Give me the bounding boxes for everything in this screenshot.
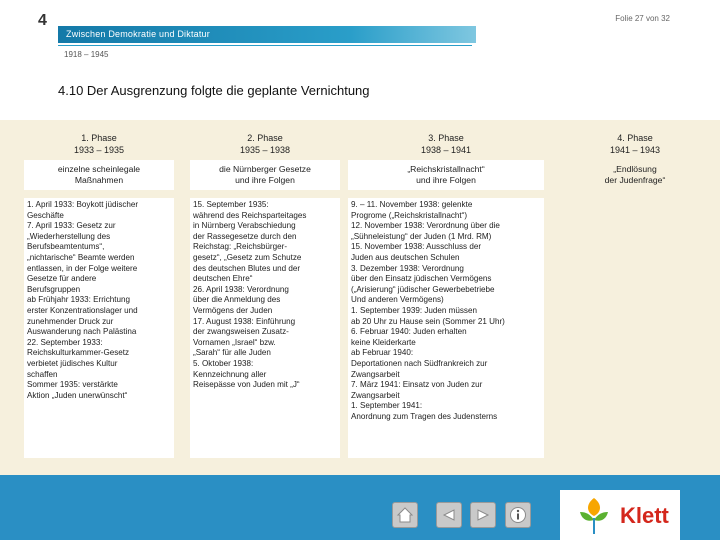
detail-line: ab Frühjahr 1933: Errichtung	[27, 295, 131, 305]
phase-column-3	[348, 120, 544, 475]
detail-line: über die Anmeldung des	[193, 295, 281, 305]
detail-line: Anordnung zum Tragen des Judensterns	[351, 411, 498, 421]
phase-table	[0, 120, 720, 475]
detail-line: Sommer 1935: verstärkte	[27, 380, 118, 390]
phase-details	[348, 198, 544, 458]
subtitle-line: „Endlösung	[613, 164, 657, 174]
detail-line: der Rassegesetze durch den	[193, 231, 297, 241]
detail-line: 7. März 1941: Einsatz von Juden zur	[351, 380, 483, 390]
phase-column-1	[24, 120, 174, 475]
detail-line: Reisepässe von Juden mit „J“	[193, 380, 300, 390]
brand-name: Klett	[620, 503, 669, 528]
detail-line: zunehmender Druck zur	[27, 316, 114, 326]
detail-line: 6. Februar 1940: Juden erhalten	[351, 327, 467, 337]
detail-line: 1. September 1939: Juden müssen	[351, 305, 477, 315]
detail-line: Vornamen „Israel“ bzw.	[193, 337, 276, 347]
phase-years: 1941 – 1943	[609, 145, 661, 155]
phase-subtitle	[348, 160, 544, 190]
detail-line: Zwangsarbeit	[351, 390, 400, 400]
phase-years: 1933 – 1935	[73, 145, 125, 155]
slide-counter: Folie 27 von 32	[615, 14, 670, 23]
phase-label: 3. Phase	[428, 133, 464, 143]
detail-line: 3. Dezember 1938: Verordnung	[351, 263, 464, 273]
detail-line: des deutschen Blutes und der	[193, 263, 301, 273]
back-arrow-icon	[440, 506, 458, 524]
phase-years: 1935 – 1938	[239, 145, 291, 155]
detail-line: in Nürnberg Verabschiedung	[193, 221, 296, 231]
detail-line: gesetz“, „Gesetz zum Schutze	[193, 252, 302, 262]
forward-arrow-icon	[474, 506, 492, 524]
phase-label: 1. Phase	[81, 133, 117, 143]
detail-line: Und anderen Vermögens)	[351, 295, 444, 305]
detail-line: Auswanderung nach Palästina	[27, 327, 137, 337]
detail-line: erster Konzentrationslager und	[27, 305, 138, 315]
detail-line: Progrome („Reichskristallnacht“)	[351, 210, 468, 220]
slide-number: 4	[38, 12, 47, 29]
detail-line: der zwangsweisen Zusatz-	[193, 327, 289, 337]
detail-line: 15. September 1935:	[193, 200, 269, 209]
subtitle-line: der Judenfrage“	[604, 175, 666, 185]
forward-button[interactable]	[470, 502, 496, 528]
detail-line: Aktion „Juden unerwünscht“	[27, 390, 128, 400]
phase-years: 1938 – 1941	[420, 145, 472, 155]
detail-line: 1. April 1933: Boykott jüdischer	[27, 200, 139, 209]
phase-column-2	[190, 120, 340, 475]
section-title: Zwischen Demokratie und Diktatur	[66, 29, 210, 39]
phase-column-4	[560, 120, 710, 475]
phase-subtitle	[560, 160, 710, 190]
subtitle-line: und ihre Folgen	[416, 175, 476, 185]
subtitle-line: „Reichskristallnacht“	[407, 164, 485, 174]
home-icon	[396, 506, 414, 524]
detail-line: keine Kleiderkarte	[351, 337, 416, 347]
detail-line: 26. April 1938: Verordnung	[193, 284, 289, 294]
info-button[interactable]	[505, 502, 531, 528]
home-button[interactable]	[392, 502, 418, 528]
phase-heading	[560, 132, 710, 156]
subtitle-line: Maßnahmen	[74, 175, 124, 185]
detail-line: 17. August 1938: Einführung	[193, 316, 296, 326]
phase-subtitle	[24, 160, 174, 190]
detail-line: 15. November 1938: Ausschluss der	[351, 242, 482, 252]
subtitle-line: einzelne scheinlegale	[57, 164, 141, 174]
detail-line: während des Reichsparteitages	[193, 210, 307, 220]
subtitle-line: die Nürnberger Gesetze	[219, 164, 311, 174]
detail-line: 5. Oktober 1938:	[193, 358, 254, 368]
detail-line: entlassen, in der Folge weitere	[27, 263, 138, 273]
header-divider	[58, 45, 472, 46]
detail-line: Reichskulturkammer-Gesetz	[27, 348, 130, 358]
phase-heading	[190, 132, 340, 156]
subtitle-line: und ihre Folgen	[235, 175, 295, 185]
detail-line: Juden aus deutschen Schulen	[351, 252, 460, 262]
detail-line: („Arisierung“ jüdischer Gewerbebetriebe	[351, 284, 495, 294]
detail-line: „nichtarische“ Beamte werden	[27, 252, 135, 262]
phase-details	[24, 198, 174, 458]
detail-line: 1. September 1941:	[351, 401, 423, 411]
detail-line: ab 20 Uhr zu Hause sein (Sommer 21 Uhr)	[351, 316, 505, 326]
detail-line: „Wiederherstellung des	[27, 231, 111, 241]
phase-label: 2. Phase	[247, 133, 283, 143]
detail-line: 9. – 11. November 1938: gelenkte	[351, 200, 473, 209]
detail-line: Berufsgruppen	[27, 284, 81, 294]
klett-emblem-icon	[574, 494, 614, 538]
detail-line: 12. November 1938: Verordnung über die	[351, 221, 500, 231]
detail-line: verbietet jüdisches Kultur	[27, 358, 118, 368]
detail-line: Berufsbeamtentums“,	[27, 242, 105, 252]
detail-line: Vermögens der Juden	[193, 305, 273, 315]
phase-details	[190, 198, 340, 458]
phase-heading	[24, 132, 174, 156]
detail-line: 22. September 1933:	[27, 337, 103, 347]
detail-line: Deportationen nach Südfrankreich zur	[351, 358, 488, 368]
phase-heading	[348, 132, 544, 156]
page-title: 4.10 Der Ausgrenzung folgte die geplante Vernichtung	[58, 83, 370, 98]
detail-line: Reichstag: „Reichsbürger-	[193, 242, 288, 252]
back-button[interactable]	[436, 502, 462, 528]
detail-line: deutschen Ehre“	[193, 274, 253, 284]
detail-line: Gesetze für andere	[27, 274, 97, 284]
detail-line: „Sarah“ für alle Juden	[193, 348, 271, 358]
detail-line: Geschäfte	[27, 210, 64, 220]
period-label: 1918 – 1945	[64, 50, 109, 59]
detail-line: „Sühneleistung“ der Juden (1 Mrd. RM)	[351, 231, 492, 241]
detail-line: schaffen	[27, 369, 58, 379]
phase-subtitle	[190, 160, 340, 190]
detail-line: Zwangsarbeit	[351, 369, 400, 379]
section-header-band	[58, 26, 476, 43]
detail-line: Kennzeichnung aller	[193, 369, 267, 379]
info-icon	[509, 506, 527, 524]
klett-logo	[560, 490, 680, 540]
detail-line: 7. April 1933: Gesetz zur	[27, 221, 116, 231]
detail-line: ab Februar 1940:	[351, 348, 414, 358]
phase-label: 4. Phase	[617, 133, 653, 143]
detail-line: über den Einsatz jüdischen Vermögens	[351, 274, 492, 284]
